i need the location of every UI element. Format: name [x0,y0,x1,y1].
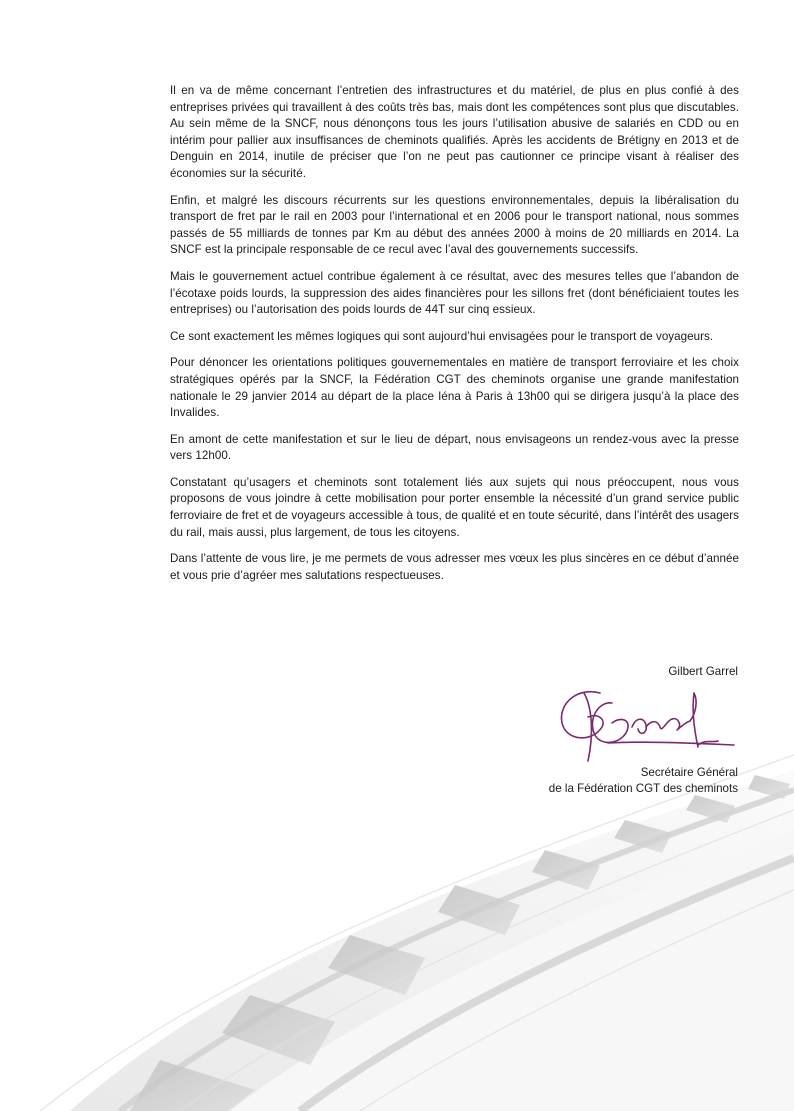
paragraph-demonstration: Pour dénoncer les orientations politiques gouvernementales en matière de transport ferroviaire et les choix stratégiques opérés par la SNCF, la Fédération CGT des cheminots organise une grande manifestation nationale le 29 janvier 2014 au départ de la place Iéna à Paris à 13h00 qui se dirigera jusqu’à la place des Invalides. [170,356,739,420]
paragraph-government-measures: Mais le gouvernement actuel contribue également à ce résultat, avec des mesures telles que l’abandon de l’écotaxe poids lourds, la suppression des aides financières pour les sillons fret (dont bénéficiaient toutes les entreprises) ou l’autorisation des poids lourds de 44T sur cinq essieux. [170,269,739,317]
paragraph-infrastructure: Il en va de même concernant l’entretien des infrastructures et du matériel, de plus en plus confié à des entreprises privées qui travaillent à des coûts très bas, mais dont les compétences sont plus que discutables. Au sein même de la SNCF, nous dénonçons tous les jours l’utilisation abusive de salariés en CDD ou en intérim pour pallier aux insuffisances de cheminots qualifiés. Après les accidents de Brétigny en 2013 et de Denguin en 2014, inutile de préciser que l’on ne peut pas cautionner ce principe visant à réaliser des économies sur la sécurité. [170,84,739,180]
paragraph-press-meeting: En amont de cette manifestation et sur le lieu de départ, nous envisageons un rendez-vous avec la presse vers 12h00. [170,432,739,463]
paragraph-freight-decline: Enfin, et malgré les discours récurrents sur les questions environnementales, depuis la libéralisation du transport de fret par le rail en 2003 pour l’international et en 2006 pour le transport national, nous sommes passés de 55 milliards de tonnes par Km au début des années 2000 à moins de 20 milliards en 2014. La SNCF est la principale responsable de ce recul avec l’aval des gouvernements successifs. [170,193,739,257]
handwritten-signature-icon [548,683,738,765]
signer-organization: de la Fédération CGT des cheminots [548,782,738,796]
signature-block [438,664,738,798]
signer-title: Secrétaire Général [640,765,738,779]
paragraph-closing: Dans l’attente de vous lire, je me permets de vous adresser mes vœux les plus sincères en ce début d’année et vous prie d’agréer mes salutations respectueuses. [170,552,739,582]
paragraph-passenger-transport: Ce sont exactement les mêmes logiques qui sont aujourd’hui envisagées pour le transport de voyageurs. [170,329,714,343]
letter-body [170,83,739,594]
signer-name: Gilbert Garrel [668,665,738,678]
paragraph-mobilisation: Constatant qu’usagers et cheminots sont totalement liés aux sujets qui nous préoccupent, nous vous proposons de vous joindre à cette mobilisation pour porter ensemble la nécessité d’un grand service public ferroviaire de fret et de voyageurs accessible à tous, de qualité et en toute sécurité, dans l’intérêt des usagers du rail, mais aussi, plus largement, de tous les citoyens. [170,475,739,539]
